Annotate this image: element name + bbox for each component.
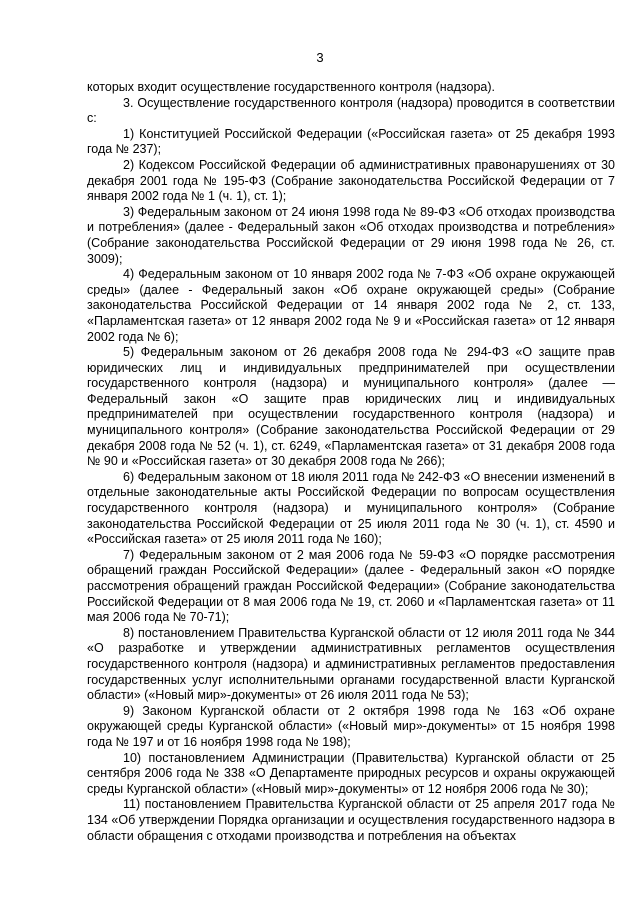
list-item: 1) Конституцией Российской Федерации («Российская газета» от 25 декабря 1993 года № 237); (87, 126, 615, 157)
list-item: 9) Законом Курганской области от 2 октября 1998 года № 163 «Об охране окружающей среды Курганской области» («Новый мир»-документы» от 15 ноября 1998 года № 197 и от 16 ноября 1998 года № 198); (87, 703, 615, 749)
list-item: 10) постановлением Администрации (Правительства) Курганской области от 25 сентября 2006 года № 338 «О Департаменте природных ресурсов и охраны окружающей среды Курганской области» («Новый мир»-документы» от 12 ноября 2006 года № 30); (87, 750, 615, 796)
section-intro-paragraph: 3. Осуществление государственного контроля (надзора) проводится в соответствии с: (87, 95, 615, 126)
list-item: 7) Федеральным законом от 2 мая 2006 года № 59-ФЗ «О порядке рассмотрения обращений граждан Российской Федерации» (далее - Федеральный закон «О порядке рассмотрения обращений граждан Российской Федерации» (Собрание законодательства Российской Федерации от 8 мая 2006 года № 19, ст. 2060 и «Парламентская газета» от 11 мая 2006 года № 70-71); (87, 547, 615, 625)
list-item: 11) постановлением Правительства Курганской области от 25 апреля 2017 года № 134 «Об утверждении Порядка организации и осуществления государственного надзора в области обращения с отходами производства и потребления на объектах (87, 797, 615, 843)
page-number: 3 (316, 50, 324, 65)
list-item: 3) Федеральным законом от 24 июня 1998 года № 89-ФЗ «Об отходах производства и потребления» (далее - Федеральный закон «Об отходах производства и потребления» (Собрание законодательства Российской Федерации от 29 июня 1998 года № 26, ст. 3009); (87, 204, 615, 266)
document-body (87, 80, 615, 844)
list-item: 4) Федеральным законом от 10 января 2002 года № 7-ФЗ «Об охране окружающей среды» (далее - Федеральный закон «Об охране окружающей среды» (Собрание законодательства Российской Федерации от 14 января 2002 года № 2, ст. 133, «Парламентская газета» от 12 января 2002 года № 9 и «Российская газета» от 12 января 2002 года № 6); (87, 267, 615, 344)
continuation-paragraph: которых входит осуществление государственного контроля (надзора). (87, 80, 495, 94)
list-item: 6) Федеральным законом от 18 июля 2011 года № 242-ФЗ «О внесении изменений в отдельные законодательные акты Российской Федерации по вопросам осуществления государственного контроля (надзора) и муниципального контроля» (Собрание законодательства Российской Федерации от 25 июля 2011 года № 30 (ч. 1), ст. 4590 и «Российская газета» от 25 июля 2011 года № 160); (87, 469, 615, 547)
list-item: 5) Федеральным законом от 26 декабря 2008 года № 294-ФЗ «О защите прав юридических лиц и индивидуальных предпринимателей при осуществлении государственного контроля (надзора) и муниципального контроля» (далее — Федеральный закон «О защите прав юридических лиц и индивидуальных предпринимателей при осуществлении государственного контроля (надзора) и муниципального контроля» (Собрание законодательства Российской Федерации от 29 декабря 2008 года № 52 (ч. 1), ст. 6249, «Парламентская газета» от 31 декабря 2008 года № 90 и «Российская газета» от 30 декабря 2008 года № 266); (87, 345, 615, 469)
list-item: 2) Кодексом Российской Федерации об административных правонарушениях от 30 декабря 2001 года № 195-ФЗ (Собрание законодательства Российской Федерации от 7 января 2002 года № 1 (ч. 1), ст. 1); (87, 157, 615, 204)
list-item: 8) постановлением Правительства Курганской области от 12 июля 2011 года № 344 «О разработке и утверждении административных регламентов осуществления государственного контроля (надзора) и административных регламентов предоставления государственных услуг исполнительными органами государственной власти Курганской области» («Новый мир»-документы» от 26 июля 2011 года № 53); (87, 625, 615, 703)
